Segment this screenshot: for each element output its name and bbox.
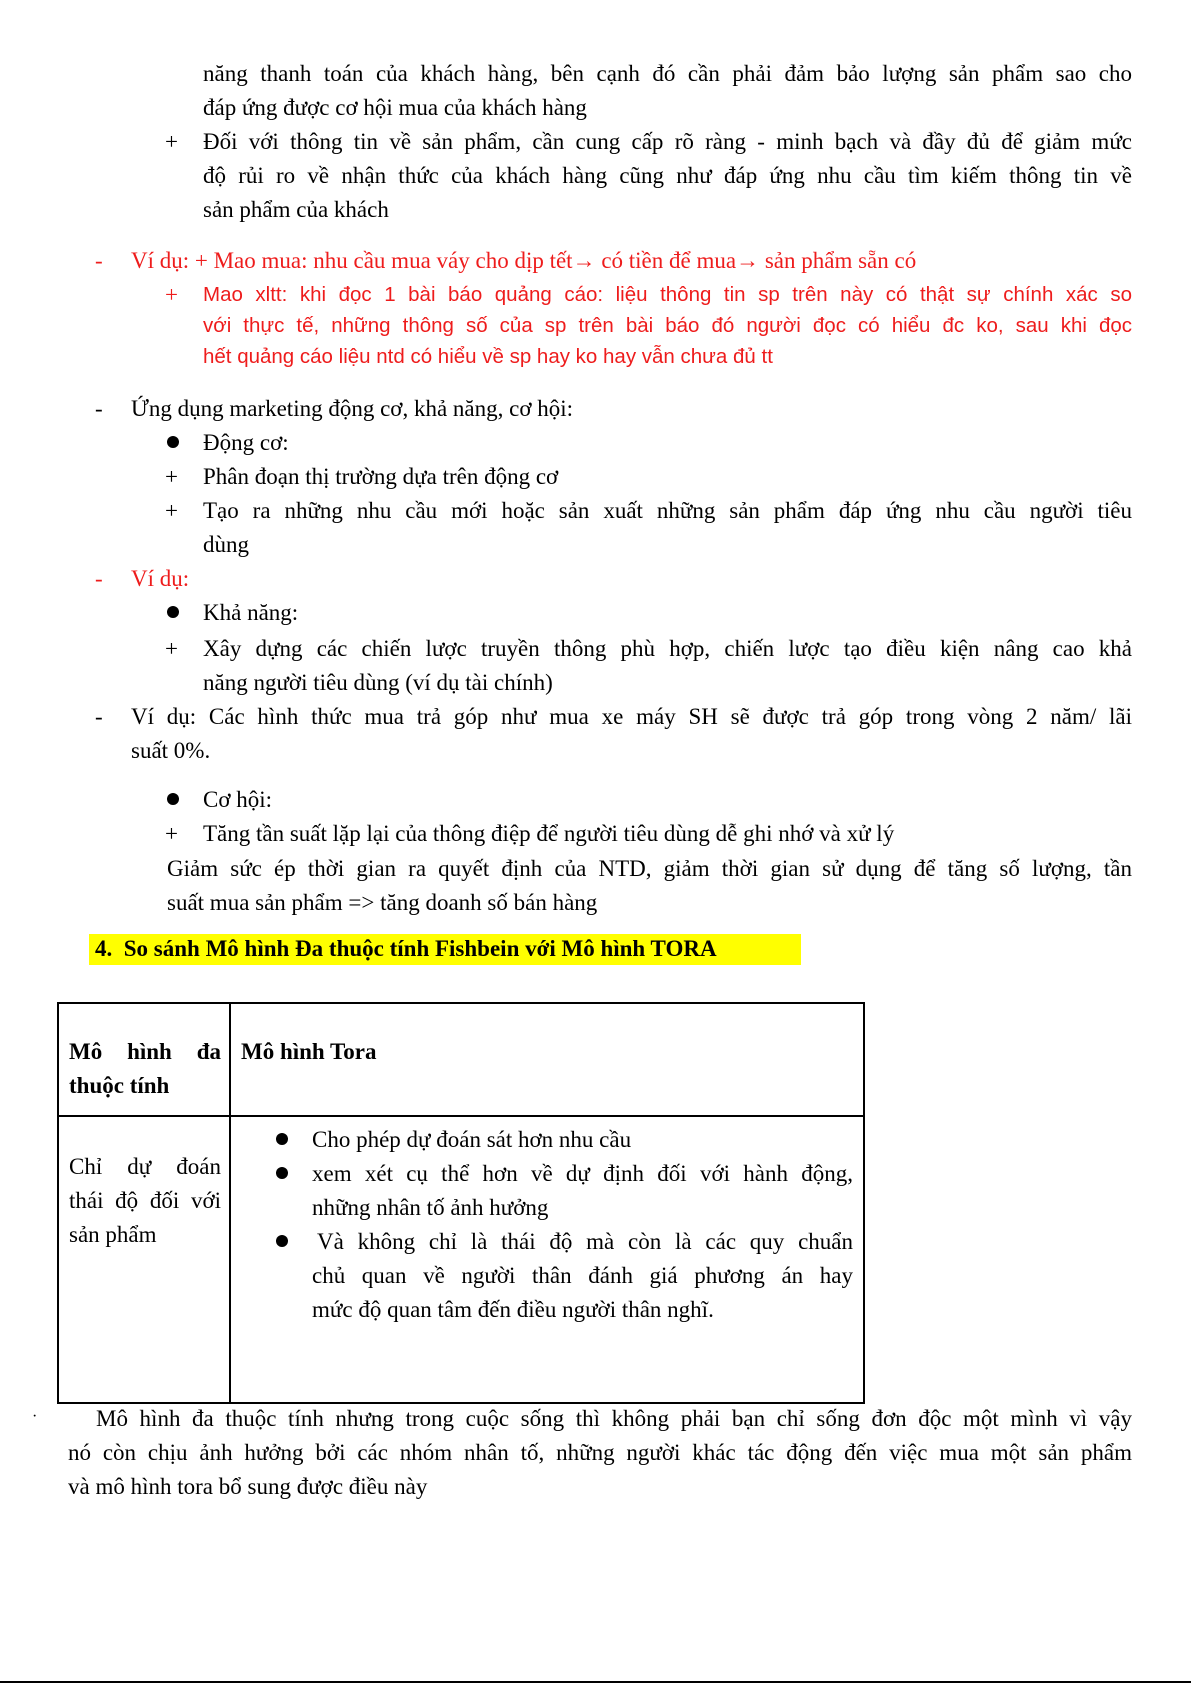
example-line: suất 0%.	[131, 738, 211, 763]
table-cell	[230, 1116, 864, 1403]
plus-marker: +	[165, 821, 178, 846]
bullet-dot	[167, 606, 179, 618]
comparison-table	[57, 1002, 865, 1404]
table-cell-text: thái độ đối với	[69, 1188, 221, 1213]
paragraph-line: sản phẩm của khách	[203, 197, 389, 222]
example-line: hết quảng cáo liệu ntd có hiểu về sp hay ko hay vẫn chưa đủ tt	[203, 345, 773, 368]
list-item: Xây dựng các chiến lược truyền thông phù hợp, chiến lược tạo điều kiện nâng cao khả	[203, 636, 1132, 661]
dash-marker: -	[95, 566, 103, 591]
table-cell	[58, 1116, 230, 1403]
list-item: Phân đoạn thị trường dựa trên động cơ	[203, 464, 559, 489]
section-heading	[95, 937, 717, 960]
list-item: Tăng tần suất lặp lại của thông điệp để người tiêu dùng dễ ghi nhớ và xử lý	[203, 821, 895, 846]
plus-marker: +	[165, 464, 178, 489]
paragraph-line: Mô hình đa thuộc tính nhưng trong cuộc sống thì không phải bạn chỉ sống đơn độc một mình vì vậy	[96, 1406, 1132, 1431]
paragraph-line: năng thanh toán của khách hàng, bên cạnh đó cần phải đảm bảo lượng sản phẩm sao cho	[203, 61, 1132, 86]
section-line: Ứng dụng marketing động cơ, khả năng, cơ hội:	[131, 396, 574, 421]
example-line: Ví dụ: + Mao mua: nhu cầu mua váy cho dịp tết→ có tiền để mua→ sản phẩm sẵn có	[131, 248, 917, 273]
list-label: Khả năng:	[203, 600, 299, 625]
example-line: Ví dụ: Các hình thức mua trả góp như mua xe máy SH sẽ được trả góp trong vòng 2 năm/ lãi	[131, 704, 1132, 729]
dash-marker: -	[95, 704, 103, 729]
dash-marker: -	[95, 248, 103, 273]
section-title: So sánh Mô hình Đa thuộc tính Fishbein với Mô hình TORA	[123, 936, 717, 961]
bullet-dot	[167, 793, 179, 805]
paragraph-line: đáp ứng được cơ hội mua của khách hàng	[203, 95, 587, 120]
table-cell-text: chủ quan về người thân đánh giá phương án hay	[312, 1263, 853, 1288]
bullet-dot	[276, 1235, 288, 1247]
table-row	[58, 1116, 864, 1403]
table-header-text: Mô hình đa	[69, 1039, 221, 1064]
bullet-dot	[167, 436, 179, 448]
plus-marker: +	[165, 129, 178, 154]
plus-marker: +	[165, 498, 178, 523]
list-item: dùng	[203, 532, 249, 557]
list-item: Tạo ra những nhu cầu mới hoặc sản xuất những sản phẩm đáp ứng nhu cầu người tiêu	[203, 498, 1132, 523]
plus-marker: +	[165, 636, 178, 661]
page-bottom-rule	[0, 1681, 1191, 1683]
paragraph-line: nó còn chịu ảnh hưởng bởi các nhóm nhân tố, những người khác tác động đến việc mua một sản phẩm	[68, 1440, 1132, 1465]
bullet-dot	[276, 1133, 288, 1145]
example-line: Mao xltt: khi đọc 1 bài báo quảng cáo: liệu thông tin sp trên này có thật sự chính xác so	[203, 283, 1132, 306]
table-header-row	[58, 1003, 864, 1116]
table-cell-text: mức độ quan tâm đến điều người thân nghĩ.	[312, 1297, 714, 1322]
table-header-text: Mô hình Tora	[241, 1039, 377, 1064]
list-label: Cơ hội:	[203, 787, 273, 812]
paragraph-line: suất mua sản phẩm => tăng doanh số bán hàng	[167, 890, 598, 915]
table-cell-text: Và không chỉ là thái độ mà còn là các quy chuẩn	[317, 1229, 853, 1254]
list-item: năng người tiêu dùng (ví dụ tài chính)	[203, 670, 553, 695]
bullet-dot	[276, 1167, 288, 1179]
paragraph-line: và mô hình tora bổ sung được điều này	[68, 1474, 428, 1499]
paragraph-line: Đối với thông tin về sản phẩm, cần cung cấp rõ ràng - minh bạch và đầy đủ để giảm mức	[203, 129, 1132, 154]
table-header-text: thuộc tính	[69, 1073, 170, 1098]
table-header-cell	[230, 1003, 864, 1116]
example-line: với thực tế, những thông số của sp trên bài báo đó người đọc có hiểu đc ko, sau khi đọc	[203, 314, 1132, 337]
table-cell-text: Cho phép dự đoán sát hơn nhu cầu	[312, 1127, 632, 1152]
paragraph-line: Giảm sức ép thời gian ra quyết định của NTD, giảm thời gian sử dụng để tăng số lượng, tần	[167, 856, 1132, 881]
table-cell-text: những nhân tố ảnh hưởng	[312, 1195, 549, 1220]
table-cell-text: Chỉ dự đoán	[69, 1154, 221, 1179]
paragraph-line: độ rủi ro về nhận thức của khách hàng cũng như đáp ứng nhu cầu tìm kiếm thông tin về	[203, 163, 1132, 188]
table-cell-text: xem xét cụ thể hơn về dự định đối với hành động,	[312, 1161, 853, 1186]
dash-marker: -	[95, 396, 103, 421]
small-dot-marker: ·	[32, 1408, 38, 1425]
table-header-cell	[58, 1003, 230, 1116]
plus-marker: +	[165, 282, 178, 307]
example-line: Ví dụ:	[131, 566, 190, 591]
section-number: 4.	[95, 936, 113, 961]
list-label: Động cơ:	[203, 430, 289, 455]
table-cell-text: sản phẩm	[69, 1222, 157, 1247]
